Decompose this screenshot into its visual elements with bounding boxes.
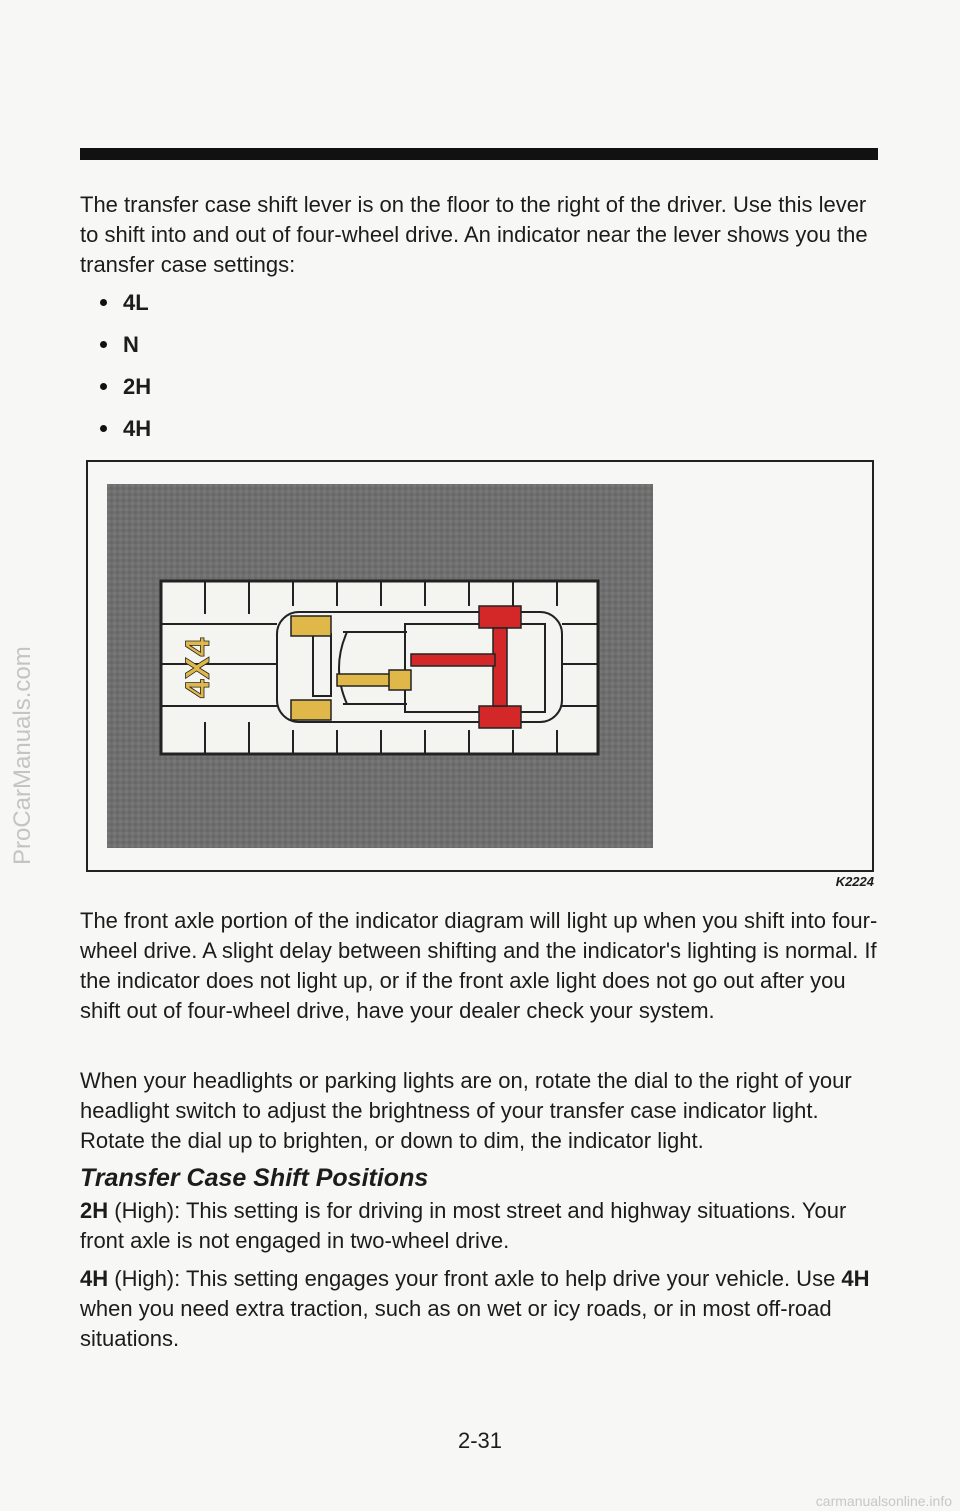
bullet-icon — [100, 383, 107, 390]
intro-paragraph: The transfer case shift lever is on the floor to the right of the driver. Use this lever to shift into and out of four-wheel drive. An indicator near the lever shows you the transfer case settings: — [80, 192, 868, 277]
shift-position-2h — [80, 1196, 878, 1256]
desc-2h: (High): This setting is for driving in most street and highway situations. Your front axle is not engaged in two-wheel drive. — [80, 1198, 847, 1253]
indicator-paragraph: The front axle portion of the indicator diagram will light up when you shift into four-wheel drive. A slight delay between shifting and the indicator's lighting is normal. If the indicator does not light up, or if the front axle light does not go out after you shift out of four-wheel drive, have your dealer check your system. — [80, 908, 878, 1023]
desc-4h-lead: (High): This setting engages your front axle to help drive your vehicle. Use — [108, 1266, 842, 1291]
settings-list-item — [100, 408, 151, 450]
bullet-icon — [100, 425, 107, 432]
dimmer-paragraph: When your headlights or parking lights are on, rotate the dial to the right of your headlight switch to adjust the brightness of your transfer case indicator light. Rotate the dial up to brighten, or down to dim, the indicator light. — [80, 1068, 852, 1153]
settings-list-item — [100, 282, 151, 324]
footer-watermark: carmanualsonline.info — [815, 1493, 952, 1509]
setting-label: 4H — [123, 416, 152, 441]
figure-code: K2224 — [835, 874, 874, 889]
term-2h: 2H — [80, 1198, 109, 1223]
section-heading: Transfer Case Shift Positions — [80, 1164, 429, 1192]
settings-list-item — [100, 366, 151, 408]
bullet-icon — [100, 299, 107, 306]
bullet-icon — [100, 341, 107, 348]
indicator-figure — [86, 460, 874, 872]
settings-list — [100, 282, 151, 450]
setting-label: N — [123, 332, 139, 357]
indicator-diagram-photo — [107, 484, 653, 848]
desc-4h-rest: when you need extra traction, such as on wet or icy roads, or in most off-road situations. — [80, 1296, 832, 1351]
side-watermark: ProCarManuals.com — [9, 646, 36, 865]
setting-label: 4L — [123, 290, 149, 315]
top-rule — [80, 148, 878, 160]
term-4h-inline: 4H — [841, 1266, 870, 1291]
page-number: 2-31 — [457, 1428, 503, 1453]
setting-label: 2H — [123, 374, 152, 399]
settings-list-item — [100, 324, 151, 366]
shift-position-4h — [80, 1264, 878, 1354]
term-4h: 4H — [80, 1266, 109, 1291]
badge-4x4-label: 4X4 — [179, 637, 217, 699]
